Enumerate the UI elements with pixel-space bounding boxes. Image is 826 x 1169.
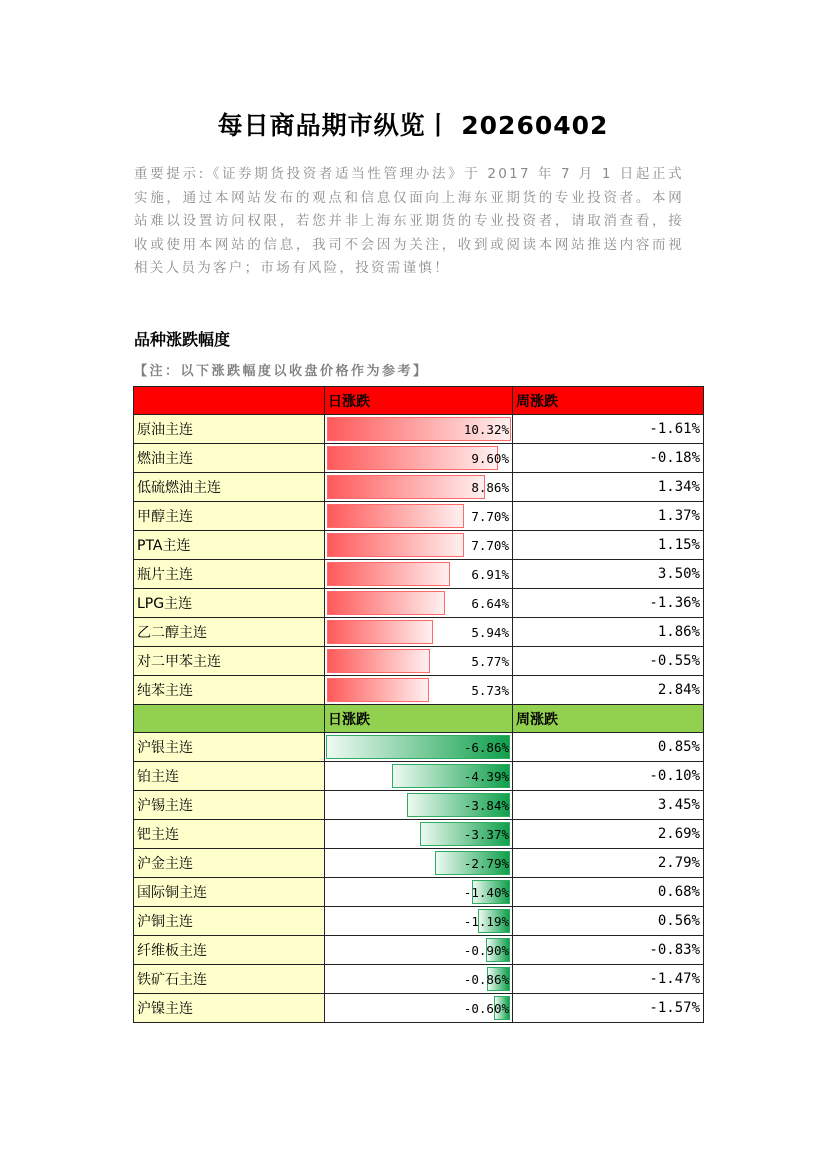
daily-change-cell — [325, 531, 513, 560]
table-row — [134, 791, 704, 820]
commodity-name: PTA主连 — [134, 531, 325, 560]
commodity-name: 铁矿石主连 — [134, 965, 325, 994]
gain-data-bar — [327, 620, 433, 644]
commodity-name: 原油主连 — [134, 415, 325, 444]
weekly-change-value: 1.86% — [513, 618, 704, 647]
commodity-name: 燃油主连 — [134, 444, 325, 473]
daily-change-cell — [325, 618, 513, 647]
losers-header-week — [513, 705, 704, 733]
gain-data-bar — [327, 649, 430, 673]
table-row — [134, 762, 704, 791]
weekly-change-value: -0.55% — [513, 647, 704, 676]
table-row — [134, 589, 704, 618]
weekly-change-value: -1.47% — [513, 965, 704, 994]
table-row — [134, 560, 704, 589]
daily-change-cell — [325, 647, 513, 676]
weekly-change-value: 0.85% — [513, 733, 704, 762]
gainers-header-name — [134, 387, 325, 415]
gainers-header-row — [134, 387, 704, 415]
gain-data-bar — [327, 678, 429, 702]
weekly-change-value: -0.10% — [513, 762, 704, 791]
weekly-change-value: 1.37% — [513, 502, 704, 531]
commodity-name: 沪镍主连 — [134, 994, 325, 1023]
daily-change-value: -3.84% — [463, 797, 509, 813]
table-row — [134, 820, 704, 849]
daily-change-cell — [325, 444, 513, 473]
weekly-change-value: -0.83% — [513, 936, 704, 965]
daily-change-cell — [325, 502, 513, 531]
daily-change-cell — [325, 849, 513, 878]
weekly-change-value: 1.15% — [513, 531, 704, 560]
header-label — [137, 393, 140, 409]
page-title: 每日商品期市纵览丨 20260402 — [217, 111, 609, 140]
header-label: 日涨跌 — [328, 393, 370, 410]
weekly-change-value: 2.84% — [513, 676, 704, 705]
commodity-name: 甲醇主连 — [134, 502, 325, 531]
commodity-name: 瓶片主连 — [134, 560, 325, 589]
commodity-name: 国际铜主连 — [134, 878, 325, 907]
table-row — [134, 444, 704, 473]
table-row — [134, 936, 704, 965]
gain-data-bar — [327, 591, 445, 615]
table-row — [134, 849, 704, 878]
daily-change-cell — [325, 907, 513, 936]
daily-change-cell — [325, 733, 513, 762]
gain-data-bar — [327, 533, 464, 557]
table-row — [134, 647, 704, 676]
gainers-header-week — [513, 387, 704, 415]
weekly-change-value: -1.57% — [513, 994, 704, 1023]
daily-change-cell — [325, 473, 513, 502]
gain-data-bar — [327, 504, 464, 528]
daily-change-cell — [325, 415, 513, 444]
table-row — [134, 473, 704, 502]
table-row — [134, 994, 704, 1023]
losers-header-day — [325, 705, 513, 733]
header-label: 周涨跌 — [516, 711, 558, 728]
daily-change-value: 9.60% — [471, 450, 509, 466]
disclaimer-notice: 重要提示:《证券期货投资者适当性管理办法》于 2017 年 7 月 1 日起正式实施，通过本网站发布的观点和信息仅面向上海东亚期货的专业投资者。本网站难以设置访问权限，若您并非上海东亚期货的专业投资者，请取消查看，接收或使用本网站的信息，我司不会因为关注，收到或阅读本网站推送内容而视相关人员为客户；市场有风险，投资需谨慎！ — [134, 166, 684, 276]
commodity-name: 沪金主连 — [134, 849, 325, 878]
daily-change-value: -0.86% — [463, 971, 509, 987]
weekly-change-value: 0.56% — [513, 907, 704, 936]
daily-change-cell — [325, 762, 513, 791]
daily-change-value: -6.86% — [463, 739, 509, 755]
table-row — [134, 878, 704, 907]
losers-header-name — [134, 705, 325, 733]
gain-data-bar — [327, 475, 485, 499]
commodity-name: LPG主连 — [134, 589, 325, 618]
table-row — [134, 907, 704, 936]
daily-change-value: -1.40% — [463, 884, 509, 900]
weekly-change-value: -1.36% — [513, 589, 704, 618]
commodity-name: 沪铜主连 — [134, 907, 325, 936]
daily-change-value: 7.70% — [471, 537, 509, 553]
commodity-name: 纤维板主连 — [134, 936, 325, 965]
commodity-name: 沪银主连 — [134, 733, 325, 762]
daily-change-cell — [325, 676, 513, 705]
table-row — [134, 618, 704, 647]
daily-change-cell — [325, 878, 513, 907]
daily-change-value: 6.64% — [471, 595, 509, 611]
commodity-name: 钯主连 — [134, 820, 325, 849]
weekly-change-value: -0.18% — [513, 444, 704, 473]
gainers-header-day — [325, 387, 513, 415]
gain-data-bar — [327, 562, 450, 586]
daily-change-cell — [325, 791, 513, 820]
table-row — [134, 531, 704, 560]
daily-change-value: 7.70% — [471, 508, 509, 524]
daily-change-value: 5.77% — [471, 653, 509, 669]
daily-change-cell — [325, 936, 513, 965]
commodity-name: 铂主连 — [134, 762, 325, 791]
daily-change-value: 5.94% — [471, 624, 509, 640]
daily-change-value: -0.60% — [463, 1000, 509, 1016]
table-row — [134, 502, 704, 531]
change-table — [133, 386, 704, 1023]
header-label — [137, 711, 140, 727]
weekly-change-value: 3.45% — [513, 791, 704, 820]
price-note: 【注：以下涨跌幅度以收盘价格作为参考】 — [134, 364, 429, 379]
commodity-name: 乙二醇主连 — [134, 618, 325, 647]
weekly-change-value: 0.68% — [513, 878, 704, 907]
commodity-name: 纯苯主连 — [134, 676, 325, 705]
daily-change-value: 5.73% — [471, 682, 509, 698]
commodity-name: 对二甲苯主连 — [134, 647, 325, 676]
header-label: 周涨跌 — [516, 393, 558, 410]
daily-change-value: -1.19% — [463, 913, 509, 929]
daily-change-value: 8.86% — [471, 479, 509, 495]
weekly-change-value: 2.69% — [513, 820, 704, 849]
daily-change-value: 10.32% — [463, 421, 509, 437]
daily-change-cell — [325, 589, 513, 618]
weekly-change-value: 2.79% — [513, 849, 704, 878]
table-row — [134, 965, 704, 994]
table-row — [134, 415, 704, 444]
table-row — [134, 676, 704, 705]
commodity-name: 沪锡主连 — [134, 791, 325, 820]
daily-change-value: -2.79% — [463, 855, 509, 871]
daily-change-cell — [325, 994, 513, 1023]
daily-change-value: -0.90% — [463, 942, 509, 958]
weekly-change-value: -1.61% — [513, 415, 704, 444]
daily-change-cell — [325, 560, 513, 589]
daily-change-cell — [325, 965, 513, 994]
section-title: 品种涨跌幅度 — [134, 330, 231, 349]
header-label: 日涨跌 — [328, 711, 370, 728]
daily-change-value: -4.39% — [463, 768, 509, 784]
daily-change-cell — [325, 820, 513, 849]
losers-header-row — [134, 705, 704, 733]
daily-change-value: 6.91% — [471, 566, 509, 582]
weekly-change-value: 3.50% — [513, 560, 704, 589]
table-row — [134, 733, 704, 762]
weekly-change-value: 1.34% — [513, 473, 704, 502]
daily-change-value: -3.37% — [463, 826, 509, 842]
commodity-name: 低硫燃油主连 — [134, 473, 325, 502]
